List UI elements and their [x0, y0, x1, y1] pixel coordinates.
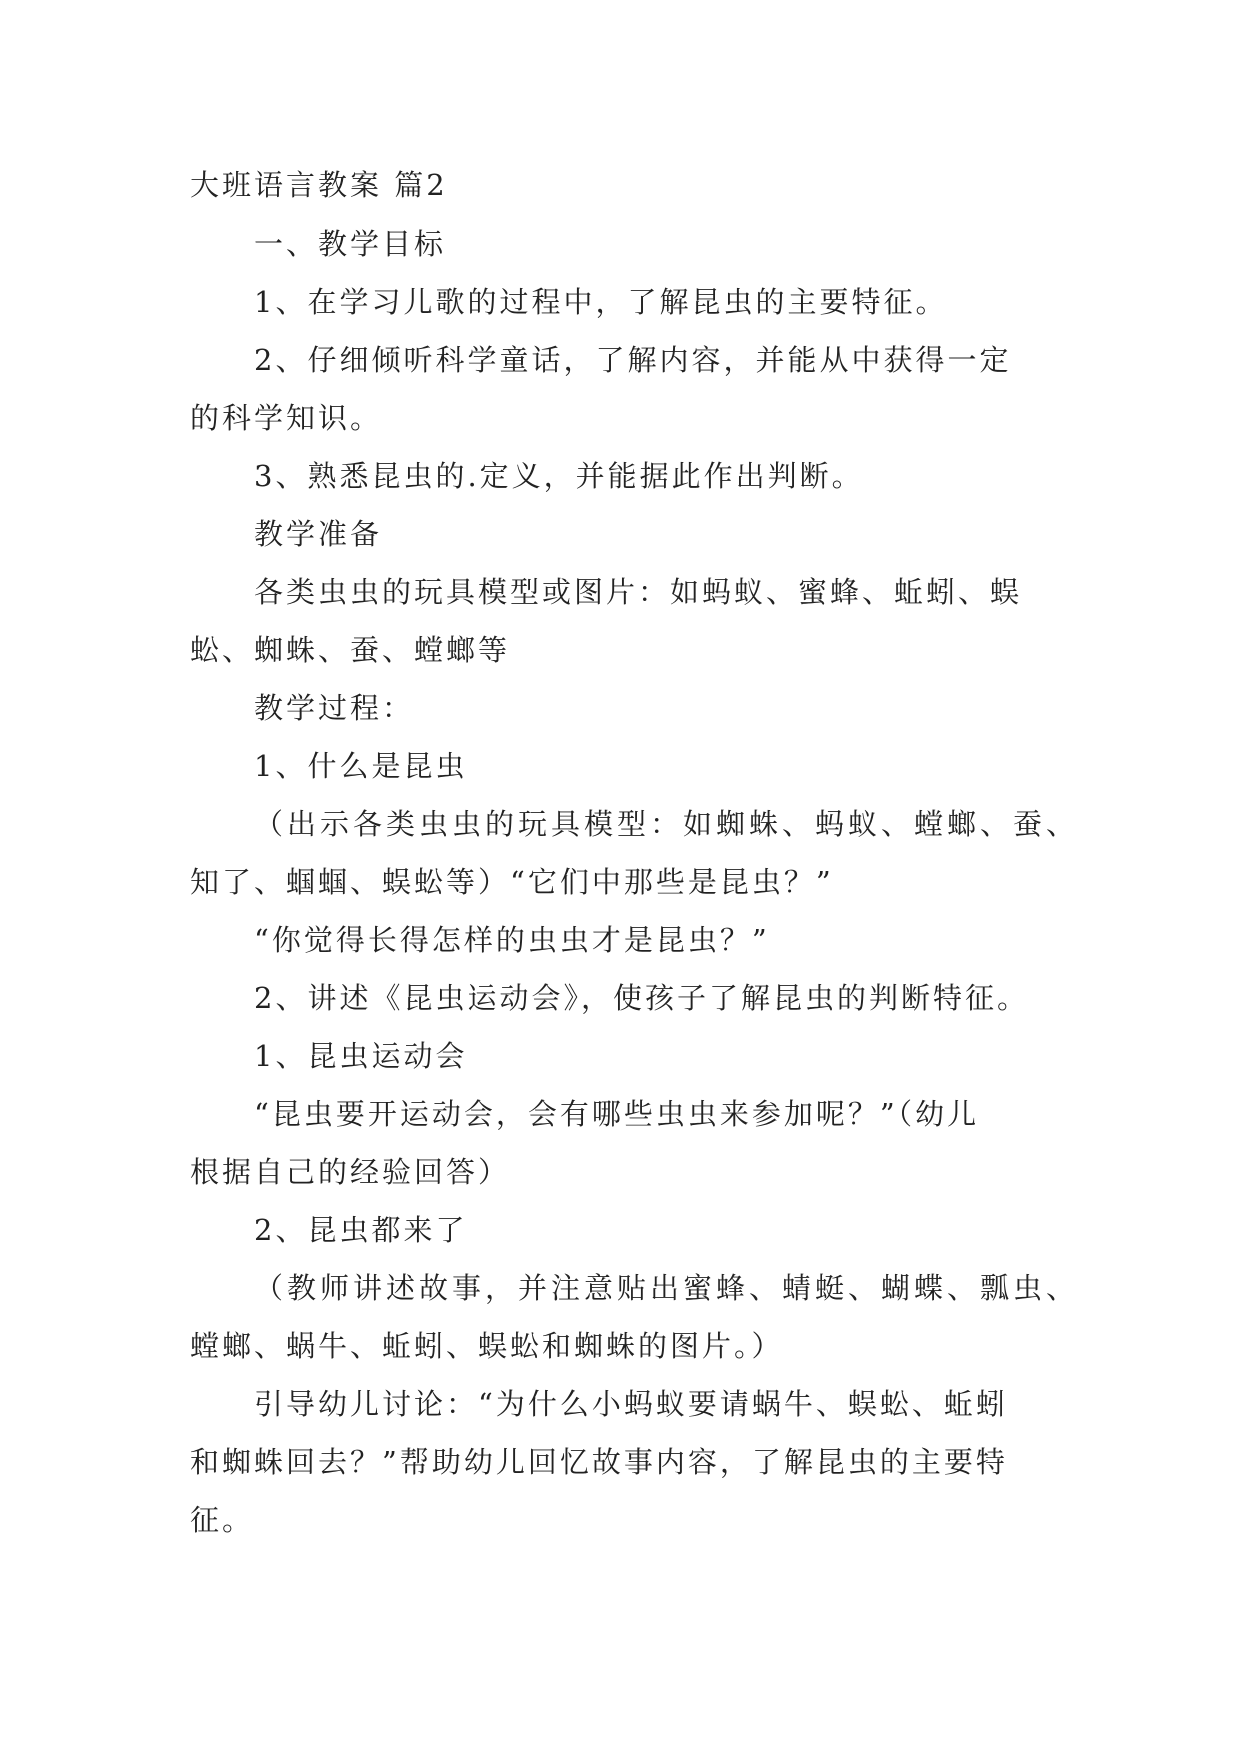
paragraph-line: 根据自己的经验回答）: [190, 1155, 511, 1189]
paragraph-line: 知了、蝈蝈、蜈蚣等）“它们中那些是昆虫？”: [190, 865, 834, 899]
paragraph-line: 各类虫虫的玩具模型或图片：如蚂蚁、蜜蜂、蚯蚓、蜈: [254, 575, 1023, 609]
paragraph-line: 引导幼儿讨论：“为什么小蚂蚁要请蜗牛、蜈蚣、蚯蚓: [254, 1387, 1008, 1421]
paragraph-line: 2、昆虫都来了: [254, 1213, 468, 1247]
paragraph-line: “昆虫要开运动会，会有哪些虫虫来参加呢？”（幼儿: [254, 1097, 980, 1131]
paragraph-line: “你觉得长得怎样的虫虫才是昆虫？”: [254, 923, 770, 957]
section-heading-objectives: 一、教学目标: [254, 227, 447, 261]
paragraph-line: 3、熟悉昆虫的.定义，并能据此作出判断。: [254, 459, 864, 493]
paragraph-line: 1、昆虫运动会: [254, 1039, 468, 1073]
paragraph-line: 螳螂、蜗牛、蚯蚓、蜈蚣和蜘蛛的图片。）: [190, 1329, 784, 1363]
document-title: 大班语言教案 篇2: [190, 168, 448, 202]
paragraph-line: 蚣、蜘蛛、蚕、螳螂等: [190, 633, 511, 667]
paragraph-line: 征。: [190, 1503, 255, 1537]
paragraph-line: 2、仔细倾听科学童话，了解内容，并能从中获得一定: [254, 343, 1012, 377]
paragraph-line: （教师讲述故事，并注意贴出蜜蜂、蜻蜓、蝴蝶、瓢虫、: [254, 1271, 1080, 1305]
paragraph-line: （出示各类虫虫的玩具模型：如蜘蛛、蚂蚁、螳螂、蚕、: [254, 807, 1080, 841]
paragraph-line: 1、什么是昆虫: [254, 749, 468, 783]
section-heading-process: 教学过程：: [254, 691, 415, 725]
paragraph-line: 和蜘蛛回去？”帮助幼儿回忆故事内容，了解昆虫的主要特: [190, 1445, 1008, 1479]
paragraph-line: 2、讲述《昆虫运动会》，使孩子了解昆虫的判断特征。: [254, 981, 1029, 1015]
section-heading-preparation: 教学准备: [254, 517, 383, 551]
paragraph-line: 1、在学习儿歌的过程中，了解昆虫的主要特征。: [254, 285, 948, 319]
paragraph-line: 的科学知识。: [190, 401, 383, 435]
